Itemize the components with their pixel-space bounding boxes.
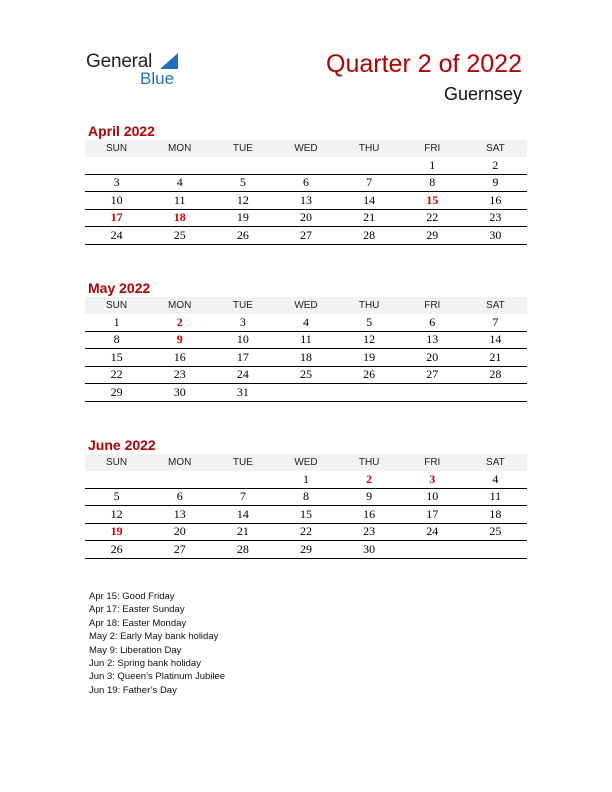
weekday-label: SAT — [486, 143, 505, 154]
day-cell: 7 — [239, 489, 246, 504]
day-cell: 1 — [113, 314, 120, 329]
weekday-header-row — [85, 140, 527, 157]
day-cell: 16 — [363, 506, 376, 521]
day-cell: 14 — [489, 332, 502, 347]
weekday-label: SAT — [486, 457, 505, 468]
day-cell: 6 — [429, 314, 436, 329]
week-row — [85, 210, 527, 228]
page-title: Quarter 2 of 2022 — [326, 50, 522, 78]
day-cell: 14 — [363, 192, 376, 207]
day-cell: 22 — [299, 524, 312, 539]
day-cell: 25 — [489, 524, 502, 539]
day-cell: 21 — [236, 524, 249, 539]
weekday-header-row — [85, 454, 527, 471]
week-row — [85, 157, 527, 175]
weekday-label: FRI — [424, 143, 441, 154]
day-cell: 8 — [113, 332, 120, 347]
day-cell: 12 — [363, 332, 376, 347]
weekday-label: SUN — [106, 143, 128, 154]
month-april — [85, 122, 527, 245]
day-cell-holiday: 15 — [426, 192, 439, 207]
day-cell: 9 — [492, 175, 499, 190]
month-title: May 2022 — [88, 280, 151, 296]
weekday-label: TUE — [232, 457, 253, 468]
week-row — [85, 524, 527, 542]
day-cell: 9 — [366, 489, 373, 504]
holiday-note: Jun 3: Queen’s Platinum Jubilee — [89, 671, 226, 683]
weekday-label: WED — [294, 143, 318, 154]
day-cell: 1 — [429, 157, 436, 172]
week-row — [85, 175, 527, 193]
weekday-label: MON — [168, 457, 192, 468]
day-cell: 17 — [236, 349, 249, 364]
day-cell: 24 — [426, 524, 439, 539]
day-cell: 6 — [176, 489, 183, 504]
weekday-label: FRI — [424, 457, 441, 468]
day-cell: 20 — [299, 210, 312, 225]
weekday-label: SUN — [106, 300, 128, 311]
day-cell: 15 — [299, 506, 312, 521]
week-row — [85, 332, 527, 350]
day-cell: 25 — [299, 367, 312, 382]
weekday-label: WED — [294, 457, 318, 468]
weekday-label: FRI — [424, 300, 441, 311]
brand-logo — [86, 51, 186, 91]
holiday-notes — [89, 590, 225, 697]
holiday-note: Jun 19: Father’s Day — [89, 684, 177, 696]
logo-text-blue: Blue — [140, 69, 175, 88]
weekday-label: WED — [294, 300, 318, 311]
day-cell-holiday: 3 — [429, 471, 436, 486]
day-cell: 20 — [426, 349, 439, 364]
weekday-label: TUE — [232, 300, 253, 311]
day-cell: 17 — [426, 506, 439, 521]
day-cell: 28 — [363, 227, 376, 242]
day-cell: 14 — [236, 506, 249, 521]
day-cell: 19 — [236, 210, 249, 225]
day-cell: 10 — [236, 332, 249, 347]
holiday-note: May 9: Liberation Day — [89, 644, 182, 656]
day-cell-holiday: 2 — [176, 314, 183, 329]
day-cell: 19 — [363, 349, 376, 364]
day-cell: 28 — [489, 367, 502, 382]
day-cell: 29 — [110, 384, 123, 399]
day-cell: 12 — [236, 192, 249, 207]
logo-triangle-icon — [160, 53, 178, 69]
day-cell: 22 — [426, 210, 439, 225]
day-cell: 11 — [300, 332, 312, 347]
week-row — [85, 541, 527, 559]
weekday-label: THU — [358, 457, 380, 468]
day-cell: 25 — [173, 227, 186, 242]
day-cell: 5 — [366, 314, 373, 329]
day-cell: 5 — [239, 175, 246, 190]
day-cell: 10 — [110, 192, 123, 207]
weekday-label: MON — [168, 300, 192, 311]
weekday-label: THU — [358, 300, 380, 311]
week-row — [85, 314, 527, 332]
day-cell: 4 — [176, 175, 183, 190]
day-cell: 30 — [489, 227, 502, 242]
weekday-label: TUE — [232, 143, 253, 154]
week-row — [85, 489, 527, 507]
day-cell-holiday: 18 — [173, 210, 186, 225]
day-cell: 23 — [173, 367, 186, 382]
page-subtitle: Guernsey — [443, 84, 522, 104]
week-row — [85, 192, 527, 210]
day-cell: 13 — [299, 192, 312, 207]
month-may — [85, 279, 527, 402]
week-row — [85, 506, 527, 524]
day-cell: 29 — [426, 227, 439, 242]
day-cell: 23 — [363, 524, 376, 539]
logo-text-general: General — [86, 51, 153, 72]
day-cell: 7 — [492, 314, 499, 329]
day-cell: 4 — [302, 314, 309, 329]
day-cell: 13 — [173, 506, 186, 521]
day-cell: 12 — [110, 506, 123, 521]
day-cell: 18 — [489, 506, 502, 521]
holiday-note: Apr 15: Good Friday — [89, 591, 175, 602]
month-title: April 2022 — [88, 123, 155, 139]
holiday-note: Apr 17: Easter Sunday — [89, 604, 185, 616]
day-cell: 18 — [299, 349, 312, 364]
weekday-label: THU — [358, 143, 380, 154]
day-cell: 27 — [299, 227, 312, 242]
day-cell: 26 — [236, 227, 249, 242]
week-row — [85, 367, 527, 385]
day-cell-holiday: 19 — [110, 524, 123, 539]
day-cell: 27 — [173, 541, 186, 556]
holiday-note: Apr 18: Easter Monday — [89, 617, 187, 629]
day-cell-holiday: 9 — [176, 332, 183, 347]
day-cell: 26 — [363, 367, 376, 382]
weekday-label: SUN — [106, 457, 128, 468]
week-row — [85, 384, 527, 402]
day-cell: 11 — [173, 192, 186, 207]
day-cell: 24 — [110, 227, 123, 242]
day-cell: 20 — [173, 524, 186, 539]
day-cell: 16 — [173, 349, 186, 364]
day-cell: 24 — [236, 367, 249, 382]
day-cell: 3 — [113, 175, 120, 190]
day-cell: 10 — [426, 489, 439, 504]
day-cell: 8 — [429, 175, 436, 190]
day-cell: 29 — [299, 541, 312, 556]
month-title: June 2022 — [88, 437, 156, 453]
day-cell: 16 — [489, 192, 502, 207]
day-cell: 27 — [426, 367, 439, 382]
month-june — [85, 436, 527, 559]
day-cell: 30 — [173, 384, 186, 399]
day-cell: 3 — [239, 314, 246, 329]
holiday-note: Jun 2: Spring bank holiday — [89, 657, 201, 669]
day-cell: 26 — [110, 541, 123, 556]
day-cell: 5 — [113, 489, 120, 504]
day-cell: 30 — [363, 541, 376, 556]
day-cell: 28 — [236, 541, 249, 556]
day-cell-holiday: 17 — [110, 210, 123, 225]
week-row — [85, 471, 527, 489]
day-cell: 4 — [492, 471, 499, 486]
day-cell: 7 — [366, 175, 373, 190]
day-cell: 6 — [302, 175, 309, 190]
weekday-header-row — [85, 297, 527, 314]
weekday-label: SAT — [486, 300, 505, 311]
weekday-label: MON — [168, 143, 192, 154]
day-cell: 23 — [489, 210, 502, 225]
day-cell: 11 — [489, 489, 502, 504]
day-cell: 8 — [302, 489, 309, 504]
day-cell: 22 — [110, 367, 123, 382]
day-cell: 21 — [489, 349, 502, 364]
day-cell: 31 — [236, 384, 249, 399]
day-cell: 15 — [110, 349, 123, 364]
week-row — [85, 349, 527, 367]
day-cell-holiday: 2 — [366, 471, 373, 486]
week-row — [85, 227, 527, 245]
holiday-note: May 2: Early May bank holiday — [89, 631, 219, 643]
day-cell: 13 — [426, 332, 439, 347]
day-cell: 1 — [302, 471, 309, 486]
day-cell: 2 — [492, 157, 499, 172]
day-cell: 21 — [363, 210, 376, 225]
